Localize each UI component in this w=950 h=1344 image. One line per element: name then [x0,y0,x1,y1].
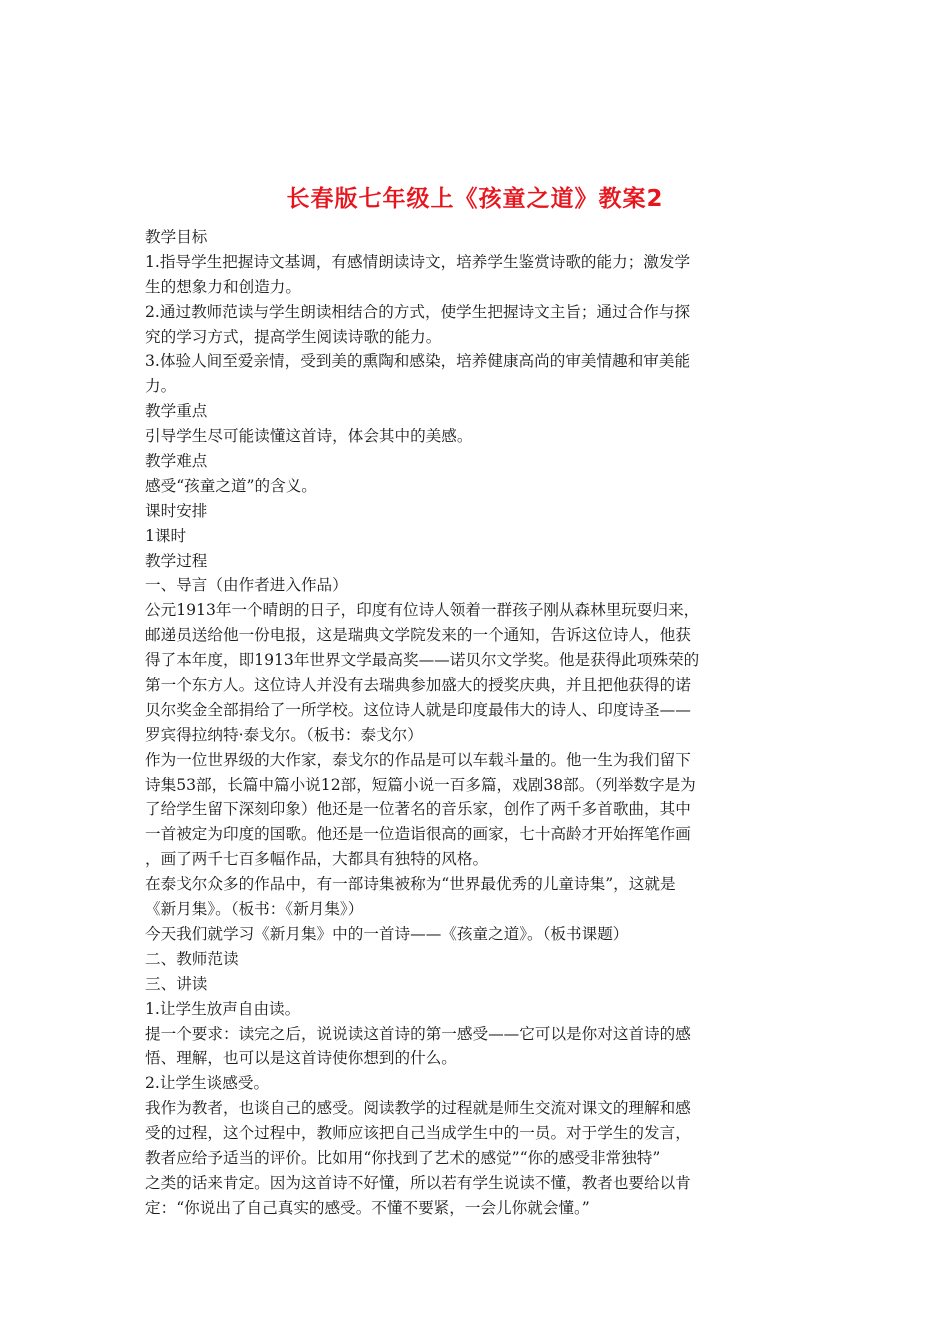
text-line: 教学过程 [145,551,208,570]
text-line: 提一个要求：读完之后，说说读这首诗的第一感受——它可以是你对这首诗的感 [145,1024,691,1043]
text-line: ，画了两千七百多幅作品，大都具有独特的风格。 [145,850,489,869]
text-line: 悟、理解，也可以是这首诗使你想到的什么。 [145,1049,457,1068]
text-line: 教学重点 [145,402,208,421]
text-line: 生的想象力和创造力。 [145,277,301,296]
text-line: 感受“孩童之道”的含义。 [145,476,317,495]
text-line: 第一个东方人。这位诗人并没有去瑞典参加盛大的授奖庆典，并且把他获得的诺 [145,676,691,695]
text-line: 邮递员送给他一份电报，这是瑞典文学院发来的一个通知，告诉这位诗人，他获 [145,626,691,645]
text-line: 得了本年度，即1913年世界文学最高奖——诺贝尔文学奖。他是获得此项殊荣的 [145,651,700,670]
text-line: 罗宾得拉纳特·泰戈尔。（板书：泰戈尔） [145,725,423,744]
text-line: 之类的话来肯定。因为这首诗不好懂，所以若有学生说读不懂，教者也要给以肯 [145,1173,691,1192]
text-line: 课时安排 [145,501,208,520]
text-line: 我作为教者，也谈自己的感受。阅读教学的过程就是师生交流对课文的理解和感 [145,1099,691,1118]
text-line: 了给学生留下深刻印象）他还是一位著名的音乐家，创作了两千多首歌曲，其中 [145,800,691,819]
text-line: 《新月集》。（板书：《新月集》） [145,900,364,919]
text-line: 教学难点 [145,452,208,471]
text-line: 2.通过教师范读与学生朗读相结合的方式，使学生把握诗文主旨；通过合作与探 [145,302,691,321]
document-title: 长春版七年级上《孩童之道》教案2 [286,186,664,212]
text-line: 一、导言（由作者进入作品） [145,576,348,595]
text-line: 诗集53部，长篇中篇小说12部，短篇小说一百多篇，戏剧38部。（列举数字是为 [145,775,696,794]
text-line: 受的过程，这个过程中，教师应该把自己当成学生中的一员。对于学生的发言， [145,1124,691,1143]
text-line: 公元1913年一个晴朗的日子，印度有位诗人领着一群孩子刚从森林里玩耍归来， [145,601,700,620]
text-line: 力。 [145,377,177,396]
text-line: 2.让学生谈感受。 [145,1074,270,1093]
text-line: 1.指导学生把握诗文基调，有感情朗读诗文，培养学生鉴赏诗歌的能力；激发学 [145,252,691,271]
text-line: 教者应给予适当的评价。比如用“你找到了艺术的感觉”“你的感受非常独特” [145,1148,661,1167]
text-line: 作为一位世界级的大作家，泰戈尔的作品是可以车载斗量的。他一生为我们留下 [145,750,691,769]
text-line: 教学目标 [145,228,208,246]
text-line: 今天我们就学习《新月集》中的一首诗——《孩童之道》。（板书课题） [145,924,629,943]
text-line: 3.体验人间至爱亲情，受到美的熏陶和感染，培养健康高尚的审美情趣和审美能 [145,352,691,371]
text-line: 1.让学生放声自由读。 [145,999,301,1018]
text-line: 定：“你说出了自己真实的感受。不懂不要紧，一会儿你就会懂。” [145,1198,590,1217]
text-line: 贝尔奖金全部捐给了一所学校。这位诗人就是印度最伟大的诗人、印度诗圣—— [145,700,691,719]
text-line: 二、教师范读 [145,949,239,968]
text-line: 一首被定为印度的国歌。他还是一位造诣很高的画家，七十高龄才开始挥笔作画 [145,825,691,844]
text-line: 1课时 [145,526,187,545]
text-line: 引导学生尽可能读懂这首诗，体会其中的美感。 [145,427,473,446]
document-body [145,225,745,1221]
text-line: 三、讲读 [145,974,208,993]
text-line: 在泰戈尔众多的作品中，有一部诗集被称为“世界最优秀的儿童诗集”，这就是 [145,875,676,894]
text-line: 究的学习方式，提高学生阅读诗歌的能力。 [145,327,442,346]
